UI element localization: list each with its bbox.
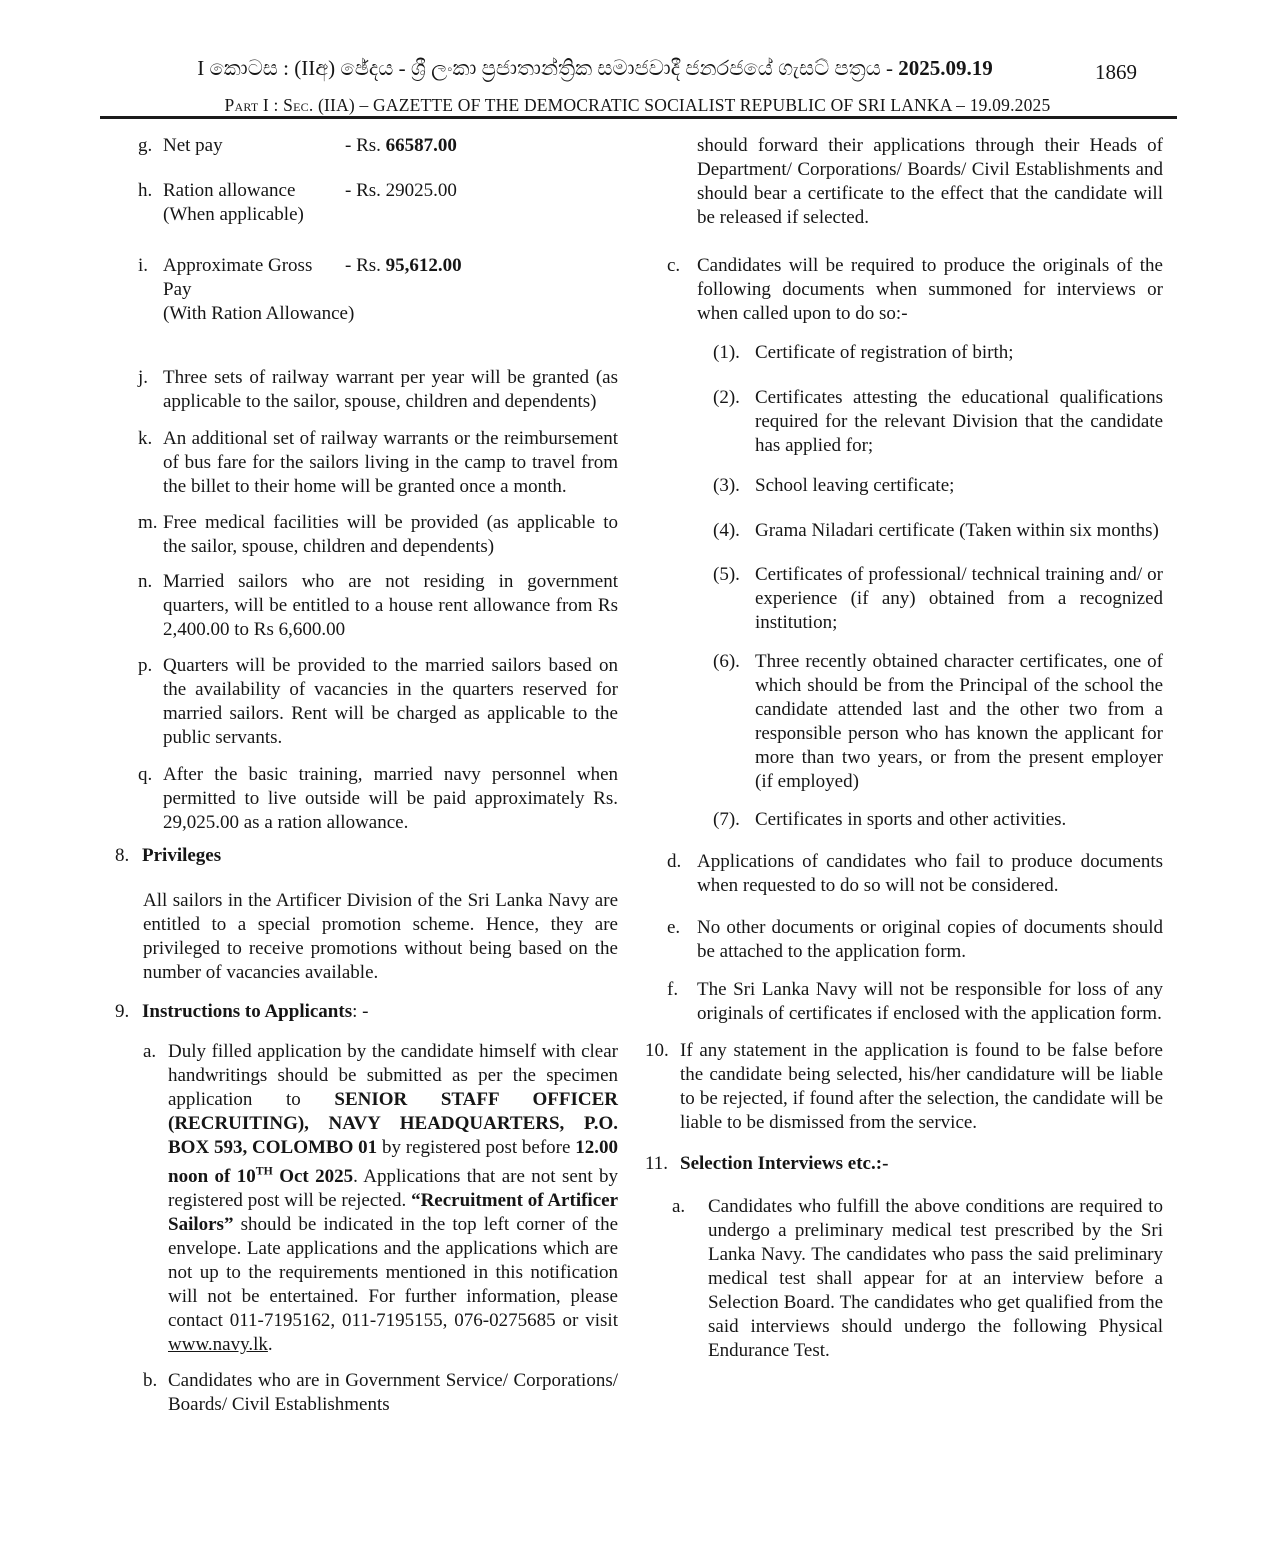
pay-item-i xyxy=(115,254,618,326)
superscript-th: TH xyxy=(255,1165,273,1178)
item-text: An additional set of railway warrants or the reimbursement of bus fare for the sailors living in the camp to travel from the billet to their home will be granted once a month. xyxy=(163,428,618,497)
item-text: Certificates attesting the educational qualifications required for the relevant Division that the candidate has applied for; xyxy=(755,387,1163,456)
document-list-item-5 xyxy=(645,563,1163,635)
item-text: Applications of candidates who fail to produce documents when requested to do so will not be considered. xyxy=(697,851,1163,896)
pay-value: - Rs. 66587.00 xyxy=(345,135,457,156)
item-letter: c. xyxy=(667,255,681,276)
document-list-item-2 xyxy=(645,386,1163,458)
section-title: Instructions to Applicants xyxy=(142,1001,353,1022)
item-text: Candidates who are in Government Service/ Corporations/ Boards/ Civil Establishments xyxy=(168,1370,618,1416)
item-text: Candidates will be required to produce the originals of the following documents when summoned for interviews or when called upon to do so:- xyxy=(697,255,1163,324)
item-9b xyxy=(115,1369,618,1417)
section-10 xyxy=(645,1039,1163,1135)
item-letter: a. xyxy=(143,1041,157,1062)
item-letter: j. xyxy=(138,367,149,388)
item-text: Free medical facilities will be provided (as applicable to the sailor, spouse, children and dependents) xyxy=(163,512,618,557)
section-8-heading xyxy=(115,844,618,868)
page-number: 1869 xyxy=(1095,60,1137,84)
item-letter: g. xyxy=(138,135,153,156)
item-q xyxy=(115,763,618,835)
item-text: Certificate of registration of birth; xyxy=(755,342,1014,363)
pay-label: Net pay xyxy=(163,135,223,156)
list-number: (4). xyxy=(713,520,740,541)
document-list-item-4 xyxy=(645,519,1163,543)
section-number: 8. xyxy=(115,845,130,866)
item-letter: f. xyxy=(667,979,679,1000)
item-letter: m. xyxy=(138,512,158,533)
item-letter: b. xyxy=(143,1370,158,1392)
pay-item-h xyxy=(115,179,618,227)
item-m xyxy=(115,511,618,559)
column-left xyxy=(115,134,618,1417)
list-number: (6). xyxy=(713,651,740,672)
item-9e xyxy=(645,916,1163,964)
document-list-item-6 xyxy=(645,650,1163,794)
item-j xyxy=(115,366,618,414)
list-number: (7). xyxy=(713,809,740,830)
navy-website-link[interactable]: www.navy.lk xyxy=(168,1334,268,1356)
item-letter: q. xyxy=(138,764,153,785)
section-number: 11. xyxy=(645,1153,669,1174)
bold-address: SENIOR STAFF OFFICER (RECRUITING), NAVY HEADQUARTERS, P.O. BOX 593, COLOMBO 01 xyxy=(168,1089,618,1158)
item-text: Married sailors who are not residing in government quarters, will be entitled to a house rent allowance from Rs 2,400.00 to Rs 6,600.00 xyxy=(163,571,618,640)
section-title: Selection Interviews etc.:- xyxy=(680,1153,889,1174)
section-8-paragraph: All sailors in the Artificer Division of the Sri Lanka Navy are entitled to a special promotion scheme. Hence, they are privileged to receive promotions without being based on the number of vacancies available. xyxy=(143,890,618,983)
item-text: No other documents or original copies of documents should be attached to the application form. xyxy=(697,917,1163,962)
item-text: Three recently obtained character certificates, one of which should be from the Principal of the school the candidate attended last and the other two from a responsible person who has known the applicant for more than two years, or from the present employer (if employed) xyxy=(755,651,1163,792)
item-9a xyxy=(115,1040,618,1357)
section-title-suffix: : - xyxy=(352,1001,369,1022)
item-text: Certificates of professional/ technical training and/ or experience (if any) obtained from a recognized institution; xyxy=(755,564,1163,633)
item-text: Three sets of railway warrant per year will be granted (as applicable to the sailor, spouse, children and dependents) xyxy=(163,367,618,412)
item-letter: h. xyxy=(138,180,153,201)
column-right xyxy=(645,134,1163,1363)
item-n xyxy=(115,570,618,642)
item-9f xyxy=(645,978,1163,1026)
item-p xyxy=(115,654,618,750)
list-number: (5). xyxy=(713,564,740,585)
pay-value: - Rs. 29025.00 xyxy=(345,180,457,201)
item-letter: k. xyxy=(138,428,153,449)
section-number: 9. xyxy=(115,1001,130,1022)
item-11a xyxy=(645,1195,1163,1363)
item-text: Duly filled application by the candidate himself with clear handwritings should be submitted as per the specimen application to SENIOR STAFF OFFICER (RECRUITING), NAVY HEADQUARTERS, P.O. BOX 593, COLOMBO 01 by registered post before 12.00 noon of 10TH Oct 2025. Applications that are not sent by registered post will be rejected. “Recruitment of Artificer Sailors” should be indicated in the top left corner of the envelope. Late applications and the applications which are not up to the requirements mentioned in this notification will not be entertained. For further information, please contact 011-7195162, 011-7195155, 076-0275685 or visit www.navy.lk. xyxy=(168,1041,619,1356)
item-text: Grama Niladari certificate (Taken within six months) xyxy=(755,520,1159,541)
item-text: Candidates who fulfill the above conditions are required to undergo a preliminary medical test prescribed by the Sri Lanka Navy. The candidates who pass the said preliminary medical test shall appear for at an interview before a Selection Board. The candidates who get qualified from the said interviews should undergo the following Physical Endurance Test. xyxy=(708,1196,1163,1361)
list-number: (3). xyxy=(713,475,740,496)
section-9-heading xyxy=(115,1000,618,1024)
item-letter: d. xyxy=(667,851,682,872)
section-number: 10. xyxy=(645,1040,669,1061)
document-list-item-7 xyxy=(645,808,1163,832)
bold-deadline: 12.00 noon of 10 xyxy=(168,1137,618,1188)
item-9d xyxy=(645,850,1163,898)
item-text: After the basic training, married navy personnel when permitted to live outside will be paid approximately Rs. 29,025.00 as a ration allowance. xyxy=(163,764,618,833)
pay-label: Ration allowance (When applicable) xyxy=(163,180,304,225)
item-letter: e. xyxy=(667,917,681,938)
section-title: Privileges xyxy=(142,845,222,866)
item-text: Certificates in sports and other activities. xyxy=(755,809,1067,830)
item-text: Quarters will be provided to the married sailors based on the availability of vacancies in the quarters reserved for married sailors. Rent will be charged as applicable to the public servants. xyxy=(163,655,618,748)
item-letter: i. xyxy=(138,255,149,276)
item-9b-continuation: should forward their applications through their Heads of Department/ Corporations/ Boards/ Civil Establishments and should bear a certificate to the effect that the candidate will be released if selected. xyxy=(697,135,1163,228)
item-letter: p. xyxy=(138,655,153,676)
section-11-heading xyxy=(645,1152,1163,1176)
list-number: (2). xyxy=(713,387,740,408)
pay-label: Approximate Gross Pay (With Ration Allowance) xyxy=(163,255,355,324)
item-text: School leaving certificate; xyxy=(755,475,955,496)
pay-value: - Rs. 95,612.00 xyxy=(345,255,462,276)
item-letter: n. xyxy=(138,571,153,592)
section-text: If any statement in the application is found to be false before the candidate being selected, his/her candidature will be liable to be rejected, if found after the selection, the candidate will be liable to be dismissed from the service. xyxy=(680,1040,1163,1133)
header-sinhala xyxy=(90,56,1100,80)
item-letter: a. xyxy=(672,1196,686,1217)
item-k xyxy=(115,427,618,499)
item-9c xyxy=(645,254,1163,326)
document-list-item-1 xyxy=(645,341,1163,365)
header-sinhala-text: I කොටස : (IIඅ) ඡේදය - ශ්‍රී ලංකා ප්‍රජාතාන්ත්‍රික සමාජවාදී ජනරජයේ ගැසට් පත්‍රය - xyxy=(197,56,899,80)
header-english: Part I : Sec. (IIA) – GAZETTE OF THE DEMOCRATIC SOCIALIST REPUBLIC OF SRI LANKA – 19.09.2025 xyxy=(224,95,1051,115)
bold-envelope-note: “Recruitment of Artificer Sailors” xyxy=(168,1190,619,1236)
header-divider xyxy=(100,116,1177,119)
list-number: (1). xyxy=(713,342,740,363)
pay-item-g xyxy=(115,134,618,158)
document-list-item-3 xyxy=(645,474,1163,498)
header-sinhala-date: 2025.09.19 xyxy=(898,56,993,80)
item-text: The Sri Lanka Navy will not be responsible for loss of any originals of certificates if enclosed with the application form. xyxy=(697,979,1163,1024)
